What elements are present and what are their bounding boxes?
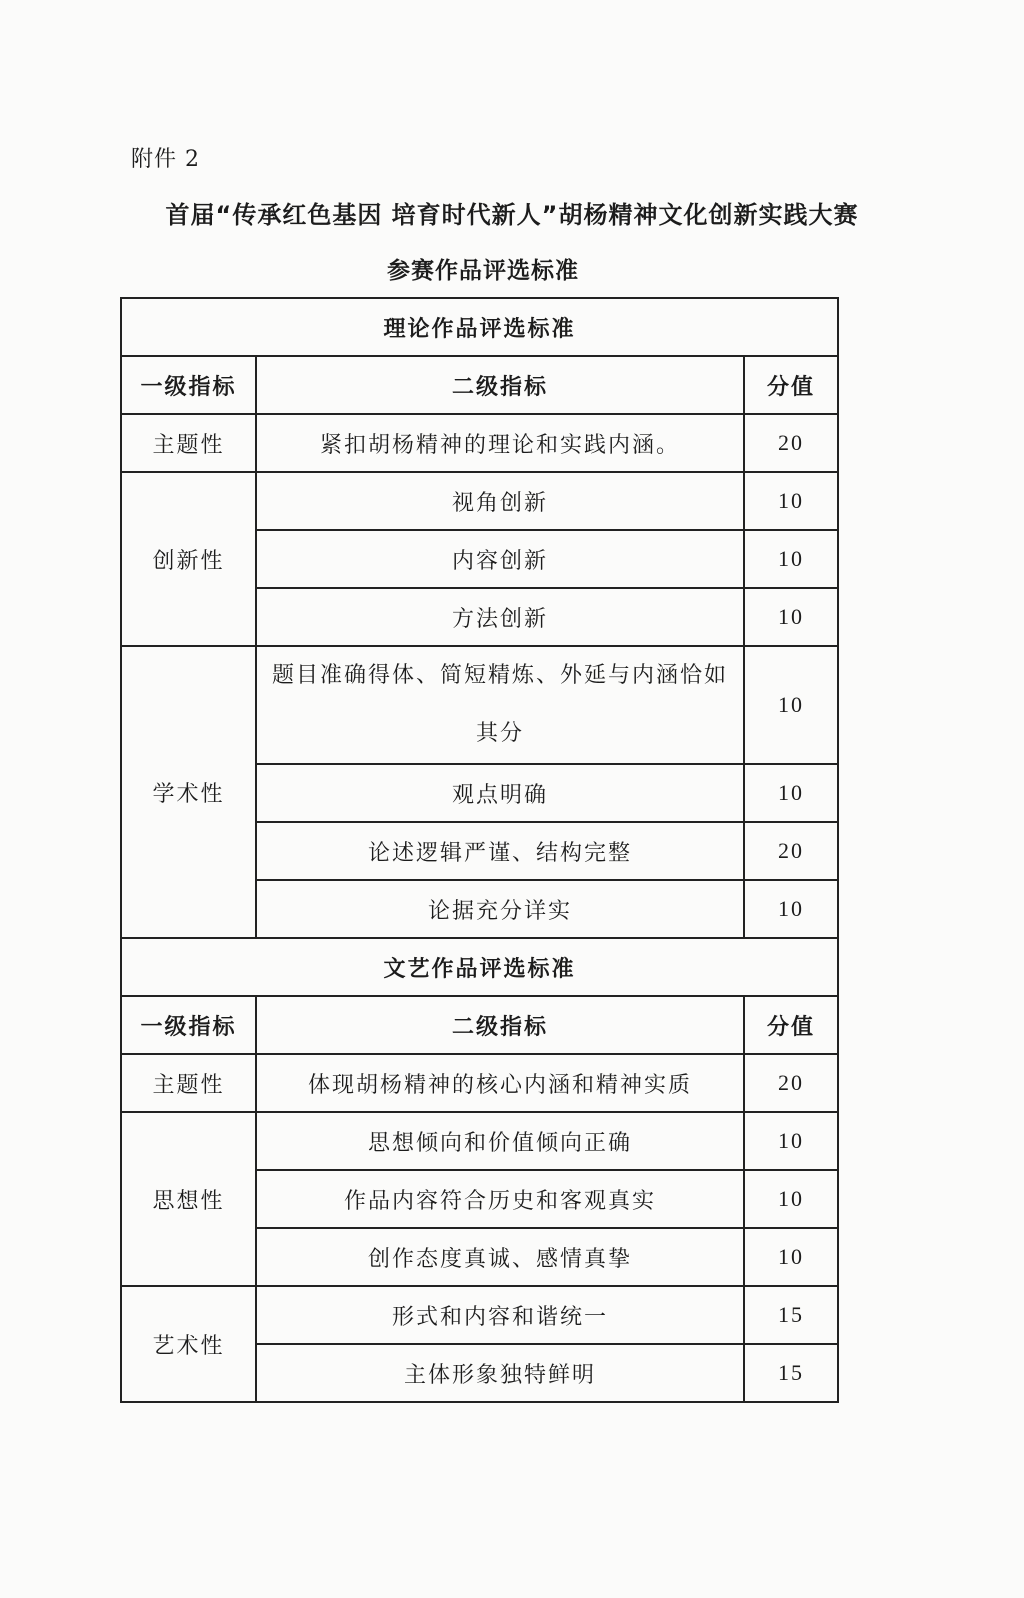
score-cell: 20	[744, 414, 838, 472]
header-level2: 二级指标	[256, 996, 744, 1054]
score-cell: 20	[744, 1054, 838, 1112]
header-score: 分值	[744, 996, 838, 1054]
score-cell: 10	[744, 880, 838, 938]
level2-cell: 论述逻辑严谨、结构完整	[256, 822, 744, 880]
header-level2: 二级指标	[256, 356, 744, 414]
table-row	[121, 1286, 838, 1344]
theory-section-title: 理论作品评选标准	[121, 298, 838, 356]
level1-cell: 思想性	[121, 1112, 256, 1286]
table-row	[121, 646, 838, 764]
score-cell: 10	[744, 646, 838, 764]
score-cell: 10	[744, 1112, 838, 1170]
table-row	[121, 1112, 838, 1170]
level2-cell	[256, 646, 744, 764]
score-cell: 15	[744, 1344, 838, 1402]
level1-cell: 创新性	[121, 472, 256, 646]
document-title: 首届“传承红色基因 培育时代新人”胡杨精神文化创新实践大赛	[165, 201, 859, 229]
section-row	[121, 938, 838, 996]
level2-cell: 论据充分详实	[256, 880, 744, 938]
score-cell: 20	[744, 822, 838, 880]
level2-cell: 观点明确	[256, 764, 744, 822]
score-cell: 10	[744, 588, 838, 646]
table-row	[121, 414, 838, 472]
level2-cell: 主体形象独特鲜明	[256, 1344, 744, 1402]
level2-cell: 视角创新	[256, 472, 744, 530]
table-row	[121, 472, 838, 530]
level1-cell: 学术性	[121, 646, 256, 938]
header-row	[121, 356, 838, 414]
criteria-table	[120, 297, 839, 1403]
score-cell: 10	[744, 1170, 838, 1228]
score-cell: 10	[744, 764, 838, 822]
score-cell: 15	[744, 1286, 838, 1344]
score-cell: 10	[744, 530, 838, 588]
header-row	[121, 996, 838, 1054]
level2-cell: 作品内容符合历史和客观真实	[256, 1170, 744, 1228]
arts-section-title: 文艺作品评选标准	[121, 938, 838, 996]
annex-label: 附件 2	[131, 147, 200, 172]
level2-text: 题目准确得体、简短精炼、外延与内涵恰如其分	[271, 663, 728, 746]
level1-cell: 主题性	[121, 1054, 256, 1112]
score-cell: 10	[744, 472, 838, 530]
document-subtitle: 参赛作品评选标准	[387, 258, 579, 284]
header-level1: 一级指标	[121, 996, 256, 1054]
level2-cell: 思想倾向和价值倾向正确	[256, 1112, 744, 1170]
level1-cell: 艺术性	[121, 1286, 256, 1402]
header-score: 分值	[744, 356, 838, 414]
level1-cell: 主题性	[121, 414, 256, 472]
score-cell: 10	[744, 1228, 838, 1286]
level2-cell: 体现胡杨精神的核心内涵和精神实质	[256, 1054, 744, 1112]
header-level1: 一级指标	[121, 356, 256, 414]
level2-cell: 形式和内容和谐统一	[256, 1286, 744, 1344]
level2-cell: 创作态度真诚、感情真挚	[256, 1228, 744, 1286]
level2-cell: 内容创新	[256, 530, 744, 588]
table-row	[121, 1054, 838, 1112]
level2-cell: 紧扣胡杨精神的理论和实践内涵。	[256, 414, 744, 472]
section-row	[121, 298, 838, 356]
level2-cell: 方法创新	[256, 588, 744, 646]
